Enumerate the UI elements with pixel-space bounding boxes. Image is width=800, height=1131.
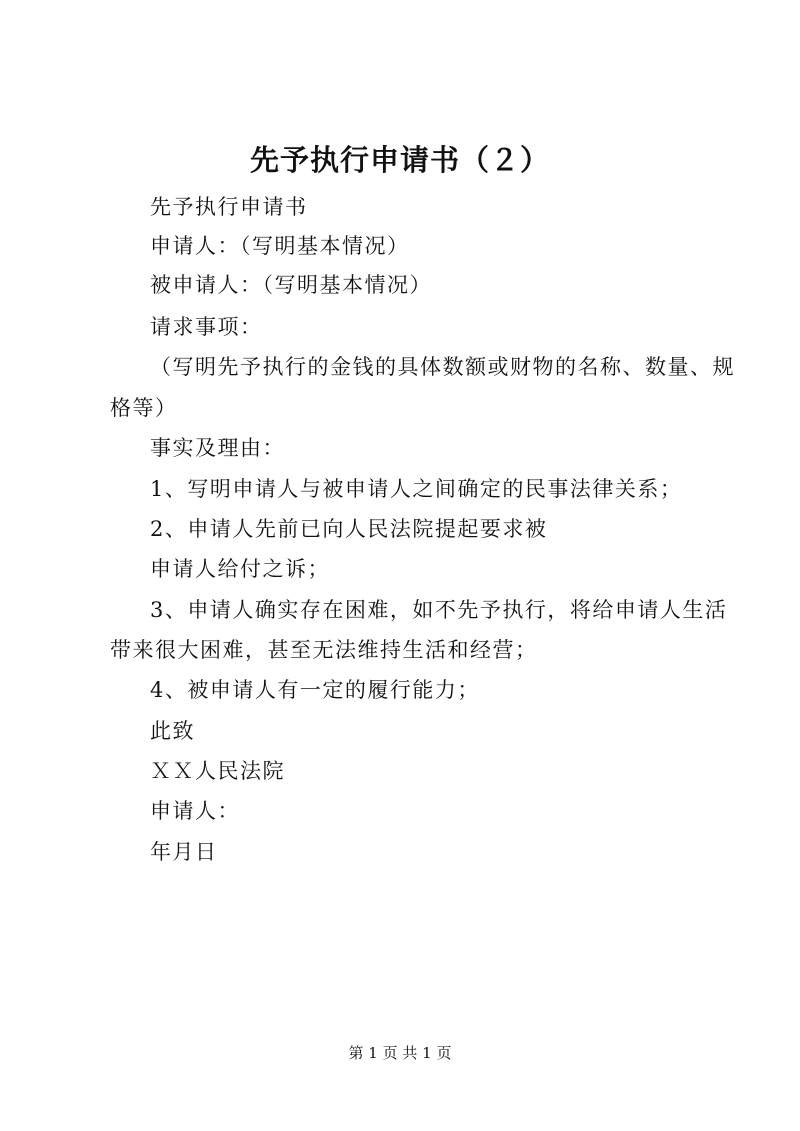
reason-4-line: 4、被申请人有一定的履行能力； bbox=[150, 678, 480, 702]
reason-2-line-1: 2、申请人先前已向人民法院提起要求被 bbox=[150, 517, 548, 541]
signature-applicant-line: 申请人： bbox=[150, 799, 240, 823]
reason-3-line-2: 带来很大困难，甚至无法维持生活和经营； bbox=[110, 638, 538, 662]
facts-reasons-heading: 事实及理由： bbox=[150, 436, 285, 460]
document-title: 先予执行申请书（２） bbox=[249, 143, 550, 177]
reason-1-line: 1、写明申请人与被申请人之间确定的民事法律关系； bbox=[150, 477, 683, 501]
closing-salutation: 此致 bbox=[150, 719, 195, 743]
reason-2-line-2: 申请人给付之诉； bbox=[150, 557, 330, 581]
applicant-line: 申请人：（写明基本情况） bbox=[150, 234, 410, 258]
page-number-footer: 第 1 页 共 1 页 bbox=[348, 1044, 452, 1062]
date-line: 年月日 bbox=[150, 840, 218, 864]
reason-3-line-1: 3、申请人确实存在困难，如不先予执行，将给申请人生活 bbox=[150, 598, 728, 622]
claims-text-line-2: 格等） bbox=[110, 396, 178, 420]
claims-text-line-1: （写明先予执行的金钱的具体数额或财物的名称、数量、规 bbox=[150, 355, 735, 379]
claims-heading: 请求事项： bbox=[150, 315, 263, 339]
court-name: ＸＸ人民法院 bbox=[150, 759, 285, 783]
subtitle-line: 先予执行申请书 bbox=[150, 195, 308, 219]
respondent-line: 被申请人：（写明基本情况） bbox=[150, 273, 432, 297]
